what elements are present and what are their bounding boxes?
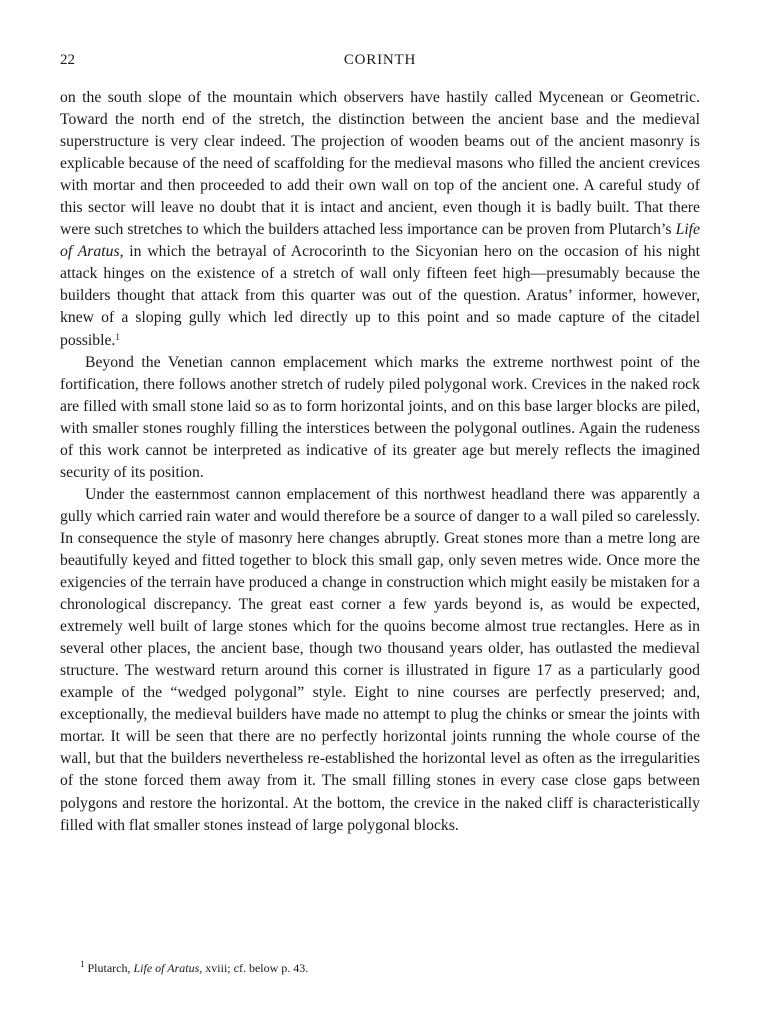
book-title-italic: Life of Aratus, [60,221,700,261]
paragraph-1-text-a: on the south slope of the mountain which observers have hastily called Mycenean or Geometric. Toward the north end of the stretch, the distinction between the ancient base and the medieval superstructure is very clear indeed. The projection of wooden beams out of the ancient masonry is explicable because of the need of scaffolding for the medieval masons who filled the ancient crevices with mortar and then proceeded to add their own wall on top of the ancient one. A careful study of this sector will leave no doubt that it is intact and ancient, even though it is badly built. That there were such stretches to which the builders attached less importance can be proven from Plutarch’s [60,89,700,239]
paragraph-1-text-b: in which the betrayal of Acrocorinth to the Sicyonian hero on the occasion of his night attack hinges on the existence of a stretch of wall only fifteen feet high—presumably because the builders thought that attack from this quarter was out of the question. Aratus’ informer, however, knew of a sloping gully which led directly up to this point and so made capture of the citadel possible. [60,243,701,349]
page-header [60,52,700,76]
paragraph-2: Beyond the Venetian cannon emplacement which marks the extreme northwest point of the fortification, there follows another stretch of rudely piled polygonal work. Crevices in the naked rock are filled with small stone laid so as to form horizontal joints, and on this base larger blocks are piled, with smaller stones roughly filling the interstices between the polygonal outlines. Again the rudeness of this work cannot be interpreted as indicative of its greater age but merely reflects the imagined security of its position. [60,353,700,481]
footnote-citation: xviii; cf. below p. 43. [205,961,309,975]
running-title: CORINTH [343,52,417,68]
footnote-reference[interactable]: 1 [115,331,120,342]
paragraph-3: Under the easternmost cannon emplacement of this northwest headland there was apparently a gully which carried rain water and would therefore be a source of danger to a wall piled so carelessly. In consequence the style of masonry here changes abruptly. Great stones more than a metre long are beautifully keyed and fitted together to block this small gap, only seven metres wide. Once more the exigencies of the terrain have produced a change in construction which might easily be mistaken for a chronological discrepancy. The great east corner a few yards beyond is, as would be expected, extremely well built of large stones which for the quoins become almost true rectangles. Here as in several other places, the ancient base, though two thousand years older, has outlasted the medieval structure. The westward return around this corner is illustrated in figure 17 as a particularly good example of the “wedged polygonal” style. Eight to nine courses are perfectly preserved; and, exceptionally, the medieval builders have made no attempt to plug the chinks or smear the joints with mortar. It will be seen that there are no perfectly horizontal joints running the whole course of the wall, but that the builders nevertheless re-established the horizontal level as often as the irregularities of the stone forced them away from it. The small filling stones in every case close gaps between polygons and restore the horizontal. At the bottom, the crevice in the naked cliff is characteristically filled with flat smaller stones instead of large polygonal blocks. [60,485,700,834]
paragraph-1 [60,87,700,352]
body-text [60,87,700,837]
footnote-author: Plutarch, [87,961,131,975]
footnote [80,960,700,976]
footnote-title: Life of Aratus, [133,961,203,975]
page-number: 22 [60,52,75,68]
footnote-mark: 1 [80,959,85,969]
